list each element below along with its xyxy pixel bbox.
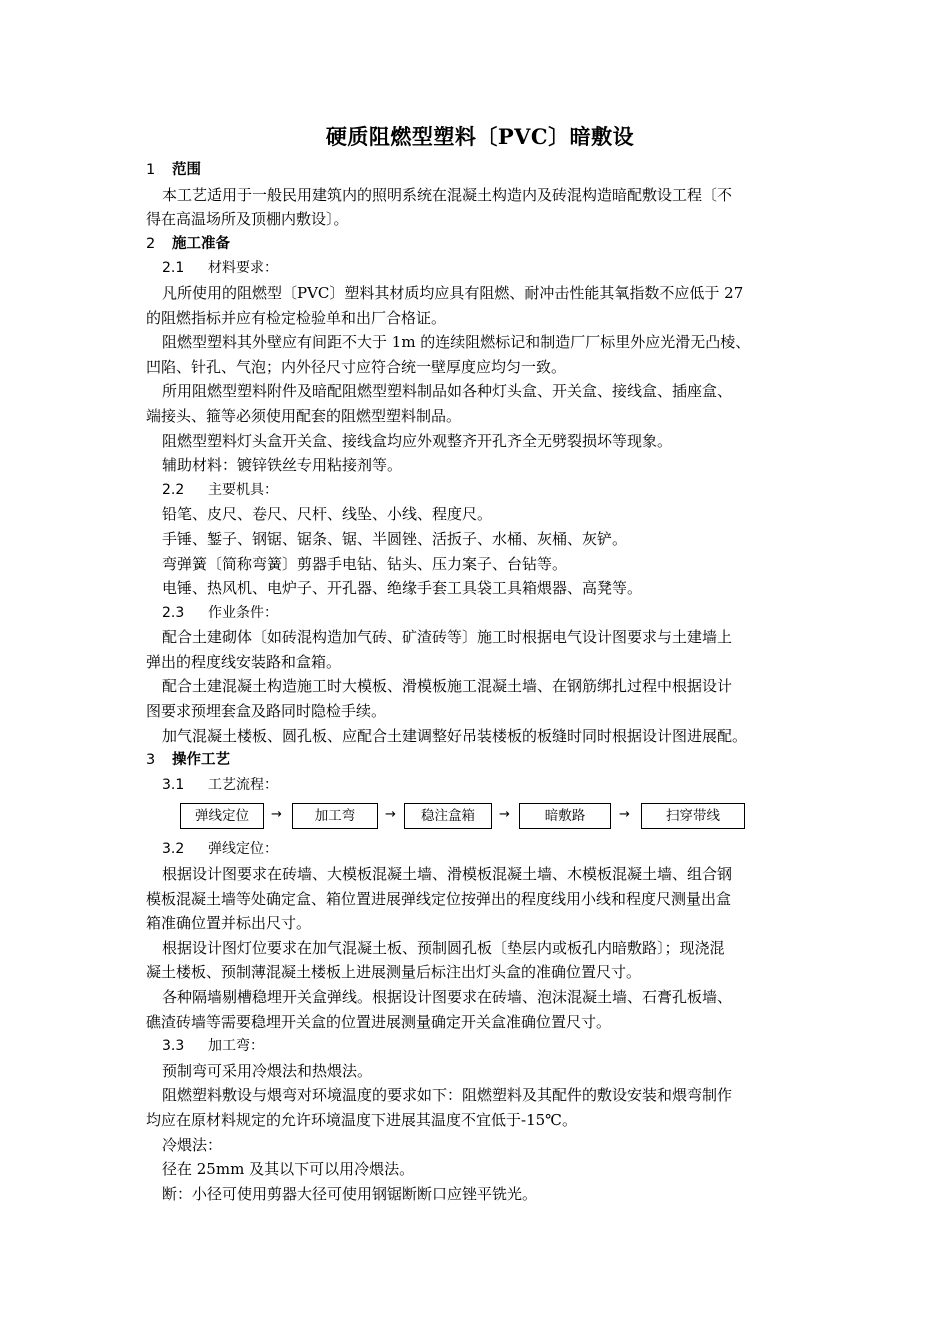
- subsection-title: 作业条件：: [208, 604, 278, 621]
- paragraph-line: 加气混凝土楼板、圆孔板、应配合土建调整好吊装楼板的板缝时同时根据设计图进展配。: [162, 726, 748, 745]
- subsection-heading-3-2: [146, 837, 814, 862]
- subsection-number: 3.1: [162, 776, 185, 793]
- paragraph-line: 凹陷、针孔、气泡；内外径尺寸应符合统一壁厚度应均匀一致。: [146, 357, 567, 376]
- subsection-title: 加工弯：: [208, 1038, 264, 1055]
- paragraph-line: 得在高温场所及顶棚内敷设〕。: [146, 210, 349, 229]
- paragraph-line: 阻燃型塑料其外壁应有间距不大于 1m 的连续阻燃标记和制造厂厂标里外应光滑无凸棱、: [162, 333, 751, 352]
- paragraph-line: 端接头、箍等必须使用配套的阻燃型塑料制品。: [146, 406, 462, 425]
- paragraph-line: 铅笔、皮尺、卷尺、尺杆、线坠、小线、程度尺。: [162, 505, 493, 524]
- paragraph-line: 阻燃塑料敷设与煨弯对环境温度的要求如下：阻燃塑料及其配件的敷设安装和煨弯制作: [162, 1086, 733, 1105]
- paragraph-line: 阻燃型塑料灯头盒开关盒、接线盒均应外观整齐开孔齐全无劈裂损坏等现象。: [162, 431, 673, 450]
- subsection-title: 材料要求：: [208, 260, 278, 277]
- flow-step-box: 稳注盒箱: [404, 803, 492, 829]
- flow-arrow-icon: →: [271, 807, 282, 823]
- paragraph-line: 图要求预埋套盒及路同时隐检手续。: [146, 702, 387, 721]
- section-heading-3: [146, 748, 814, 773]
- subsection-heading-3-3: [146, 1034, 814, 1059]
- paragraph-line: 均应在原材料规定的允许环境温度下进展其温度不宜低于-15℃。: [146, 1110, 577, 1129]
- subsection-number: 2.2: [162, 481, 185, 498]
- paragraph-line: 径在 25mm 及其以下可以用冷煨法。: [162, 1160, 415, 1179]
- paragraph-line: 冷煨法：: [162, 1135, 223, 1154]
- paragraph-line: 各种隔墙剔槽稳埋开关盒弹线。根据设计图要求在砖墙、泡沫混凝土墙、石膏孔板墙、: [162, 988, 733, 1006]
- section-number: 1: [146, 162, 156, 178]
- flow-step-box: 弹线定位: [180, 803, 264, 829]
- paragraph-line: 箱准确位置并标出尺寸。: [146, 914, 312, 933]
- paragraph-line: 配合土建砌体〔如砖混构造加气砖、矿渣砖等〕施工时根据电气设计图要求与土建墙上: [162, 628, 733, 647]
- paragraph-line: 礁渣砖墙等需要稳埋开关盒的位置进展测量确定开关盒准确位置尺寸。: [146, 1012, 612, 1031]
- paragraph-line: 电锤、热风机、电炉子、开孔器、绝缘手套工具袋工具箱煨器、高凳等。: [162, 579, 643, 598]
- process-flow-diagram: [146, 799, 814, 835]
- section-heading-2: [146, 232, 814, 257]
- paragraph-line: 弹出的程度线安装路和盒箱。: [146, 652, 342, 671]
- subsection-heading-2-2: [146, 478, 814, 503]
- subsection-heading-2-1: [146, 256, 814, 281]
- paragraph-line: 断：小径可使用剪器大径可使用钢锯断断口应锉平铣光。: [162, 1184, 538, 1203]
- subsection-title: 主要机具：: [208, 481, 278, 498]
- paragraph-line: 配合土建混凝土构造施工时大模板、滑模板施工混凝土墙、在钢筋绑扎过程中根据设计: [162, 677, 733, 696]
- section-title: 施工准备: [172, 235, 230, 252]
- flow-step-box: 扫穿带线: [641, 803, 745, 829]
- subsection-title: 弹线定位：: [208, 841, 278, 858]
- paragraph-line: 的阻燃指标并应有检定检验单和出厂合格证。: [146, 308, 447, 327]
- subsection-number: 2.3: [162, 604, 185, 621]
- subsection-heading-2-3: [146, 601, 814, 626]
- paragraph-line: 本工艺适用于一般民用建筑内的照明系统在混凝土构造内及砖混构造暗配敷设工程〔不: [162, 185, 733, 204]
- paragraph-line: 根据设计图要求在砖墙、大模板混凝土墙、滑模板混凝土墙、木模板混凝土墙、组合钢: [162, 865, 733, 884]
- subsection-heading-3-1: [146, 773, 814, 798]
- document-body: [146, 122, 814, 1206]
- document-title: 硬质阻燃型塑料〔PVC〕暗敷设: [325, 124, 635, 149]
- flow-arrow-icon: →: [499, 807, 510, 823]
- paragraph-line: 预制弯可采用冷煨法和热煨法。: [162, 1061, 373, 1080]
- subsection-number: 3.3: [162, 1038, 185, 1055]
- paragraph-line: 手锤、錾子、钢锯、锯条、锯、半圆锉、活扳子、水桶、灰桶、灰铲。: [162, 529, 628, 548]
- paragraph-line: 所用阻燃型塑料附件及暗配阻燃型塑料制品如各种灯头盒、开关盒、接线盒、插座盒、: [162, 382, 733, 401]
- subsection-number: 2.1: [162, 260, 185, 277]
- flow-step-box: 暗敷路: [519, 803, 611, 829]
- section-number: 3: [146, 752, 156, 769]
- section-title: 操作工艺: [172, 752, 230, 769]
- flow-step-box: 加工弯: [292, 803, 378, 829]
- flow-arrow-icon: →: [385, 807, 396, 823]
- paragraph-line: 辅助材料：镀锌铁丝专用粘接剂等。: [162, 456, 403, 475]
- section-number: 2: [146, 235, 156, 252]
- paragraph-line: 根据设计图灯位要求在加气混凝土板、预制圆孔板〔垫层内或板孔内暗敷路〕；现浇混: [162, 938, 725, 957]
- paragraph-line: 弯弹簧〔简称弯簧〕剪器手电钻、钻头、压力案子、台钻等。: [162, 554, 568, 573]
- section-title: 范围: [172, 162, 201, 178]
- section-heading-1: [146, 158, 814, 183]
- flow-arrow-icon: →: [619, 807, 630, 823]
- paragraph-line: 模板混凝土墙等处确定盒、箱位置进展弹线定位按弹出的程度线用小线和程度尺测量出盒: [146, 889, 732, 908]
- paragraph-line: 凡所使用的阻燃型〔PVC〕塑料其材质均应具有阻燃、耐冲击性能其氧指数不应低于 27: [162, 283, 744, 302]
- subsection-title: 工艺流程：: [208, 776, 278, 793]
- paragraph-line: 凝土楼板、预制薄混凝土楼板上进展测量后标注出灯头盒的准确位置尺寸。: [146, 963, 642, 982]
- subsection-number: 3.2: [162, 841, 185, 858]
